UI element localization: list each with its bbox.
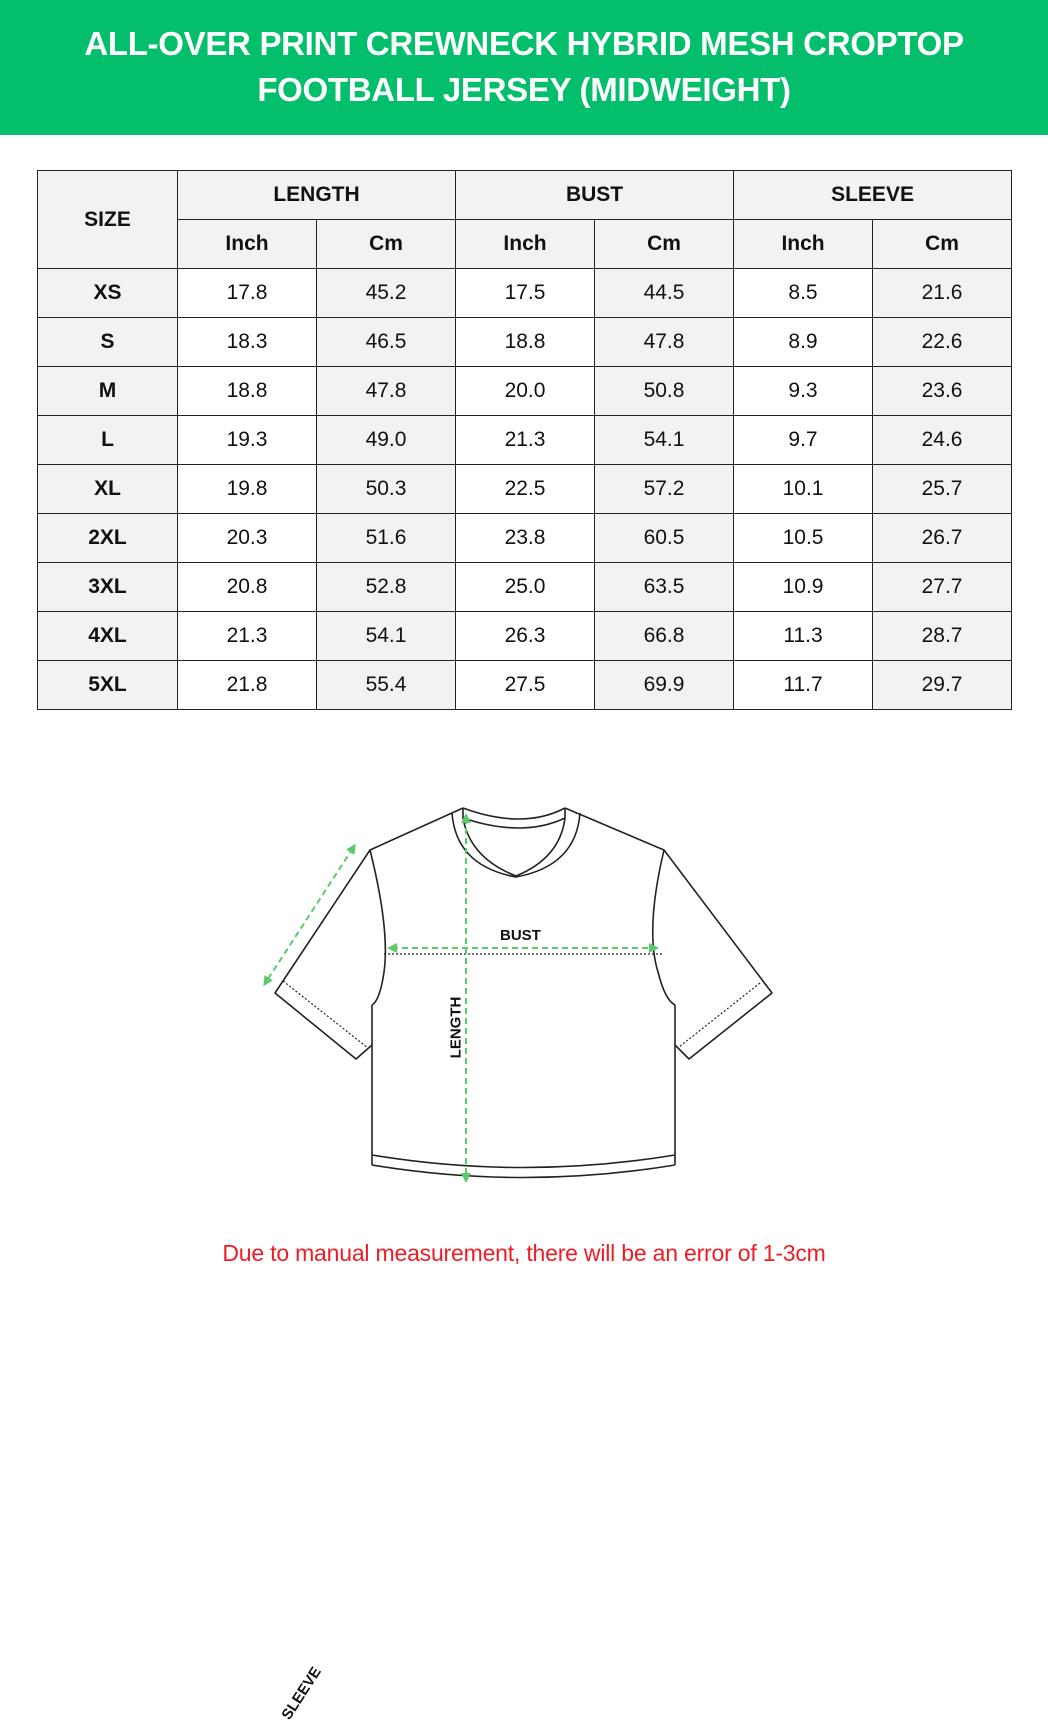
- size-cell: 2XL: [38, 514, 178, 563]
- sleeve-cm-cell: 21.6: [873, 269, 1012, 318]
- size-cell: 4XL: [38, 612, 178, 661]
- bust-cm-cell: 44.5: [595, 269, 734, 318]
- sleeve-inch-cell: 8.9: [734, 318, 873, 367]
- sleeve-group-header: SLEEVE: [734, 171, 1012, 220]
- length-cm-cell: 46.5: [317, 318, 456, 367]
- sleeve-inch-header: Inch: [734, 220, 873, 269]
- bust-cm-cell: 47.8: [595, 318, 734, 367]
- length-inch-cell: 18.3: [178, 318, 317, 367]
- length-cm-cell: 51.6: [317, 514, 456, 563]
- table-row: [38, 514, 1012, 563]
- bust-cm-cell: 69.9: [595, 661, 734, 710]
- length-inch-cell: 21.8: [178, 661, 317, 710]
- table-row: [38, 269, 1012, 318]
- sleeve-cm-cell: 25.7: [873, 465, 1012, 514]
- table-row: [38, 318, 1012, 367]
- page-title-line-2: FOOTBALL JERSEY (MIDWEIGHT): [257, 70, 791, 108]
- sleeve-cm-cell: 23.6: [873, 367, 1012, 416]
- sleeve-inch-cell: 8.5: [734, 269, 873, 318]
- length-cm-cell: 52.8: [317, 563, 456, 612]
- length-group-header: LENGTH: [178, 171, 456, 220]
- bust-cm-cell: 63.5: [595, 563, 734, 612]
- length-inch-cell: 20.8: [178, 563, 317, 612]
- bust-inch-cell: 18.8: [456, 318, 595, 367]
- bust-group-header: BUST: [456, 171, 734, 220]
- table-row: [38, 661, 1012, 710]
- bust-cm-header: Cm: [595, 220, 734, 269]
- size-cell: L: [38, 416, 178, 465]
- sleeve-cm-header: Cm: [873, 220, 1012, 269]
- table-row: [38, 465, 1012, 514]
- sleeve-inch-cell: 9.3: [734, 367, 873, 416]
- sleeve-cm-cell: 24.6: [873, 416, 1012, 465]
- sleeve-cm-cell: 29.7: [873, 661, 1012, 710]
- bust-inch-cell: 17.5: [456, 269, 595, 318]
- length-cm-cell: 50.3: [317, 465, 456, 514]
- bust-inch-cell: 23.8: [456, 514, 595, 563]
- bust-inch-header: Inch: [456, 220, 595, 269]
- length-cm-cell: 49.0: [317, 416, 456, 465]
- size-cell: XL: [38, 465, 178, 514]
- sleeve-cm-cell: 26.7: [873, 514, 1012, 563]
- length-inch-cell: 19.8: [178, 465, 317, 514]
- table-row: [38, 367, 1012, 416]
- length-cm-header: Cm: [317, 220, 456, 269]
- length-cm-cell: 45.2: [317, 269, 456, 318]
- length-label: LENGTH: [447, 996, 465, 1059]
- length-cm-cell: 47.8: [317, 367, 456, 416]
- length-inch-header: Inch: [178, 220, 317, 269]
- size-cell: 5XL: [38, 661, 178, 710]
- size-chart-table: [37, 170, 1012, 710]
- measurement-disclaimer: Due to manual measurement, there will be an error of 1-3cm: [222, 1240, 826, 1266]
- length-inch-cell: 18.8: [178, 367, 317, 416]
- table-row: [38, 563, 1012, 612]
- size-cell: 3XL: [38, 563, 178, 612]
- bust-inch-cell: 26.3: [456, 612, 595, 661]
- sleeve-inch-cell: 11.7: [734, 661, 873, 710]
- size-cell: M: [38, 367, 178, 416]
- title-banner: [0, 0, 1048, 135]
- sleeve-inch-cell: 9.7: [734, 416, 873, 465]
- table-row: [38, 612, 1012, 661]
- size-column-header: SIZE: [38, 171, 178, 269]
- length-inch-cell: 19.3: [178, 416, 317, 465]
- bust-cm-cell: 66.8: [595, 612, 734, 661]
- sleeve-cm-cell: 22.6: [873, 318, 1012, 367]
- bust-cm-cell: 50.8: [595, 367, 734, 416]
- sleeve-inch-cell: 10.9: [734, 563, 873, 612]
- sleeve-inch-cell: 11.3: [734, 612, 873, 661]
- length-inch-cell: 17.8: [178, 269, 317, 318]
- bust-inch-cell: 22.5: [456, 465, 595, 514]
- length-inch-cell: 20.3: [178, 514, 317, 563]
- length-cm-cell: 55.4: [317, 661, 456, 710]
- length-cm-cell: 54.1: [317, 612, 456, 661]
- table-row: [38, 416, 1012, 465]
- sleeve-inch-cell: 10.5: [734, 514, 873, 563]
- bust-cm-cell: 60.5: [595, 514, 734, 563]
- page-title-line-1: ALL-OVER PRINT CREWNECK HYBRID MESH CROPTOP: [84, 24, 964, 62]
- bust-inch-cell: 20.0: [456, 367, 595, 416]
- bust-inch-cell: 27.5: [456, 661, 595, 710]
- sleeve-cm-cell: 27.7: [873, 563, 1012, 612]
- size-cell: S: [38, 318, 178, 367]
- sleeve-inch-cell: 10.1: [734, 465, 873, 514]
- jersey-outline-icon: [0, 790, 1048, 1210]
- bust-cm-cell: 54.1: [595, 416, 734, 465]
- size-cell: XS: [38, 269, 178, 318]
- bust-cm-cell: 57.2: [595, 465, 734, 514]
- bust-label: BUST: [500, 927, 541, 944]
- sleeve-cm-cell: 28.7: [873, 612, 1012, 661]
- length-inch-cell: 21.3: [178, 612, 317, 661]
- bust-inch-cell: 25.0: [456, 563, 595, 612]
- bust-inch-cell: 21.3: [456, 416, 595, 465]
- sleeve-label: SLEEVE: [278, 1664, 325, 1723]
